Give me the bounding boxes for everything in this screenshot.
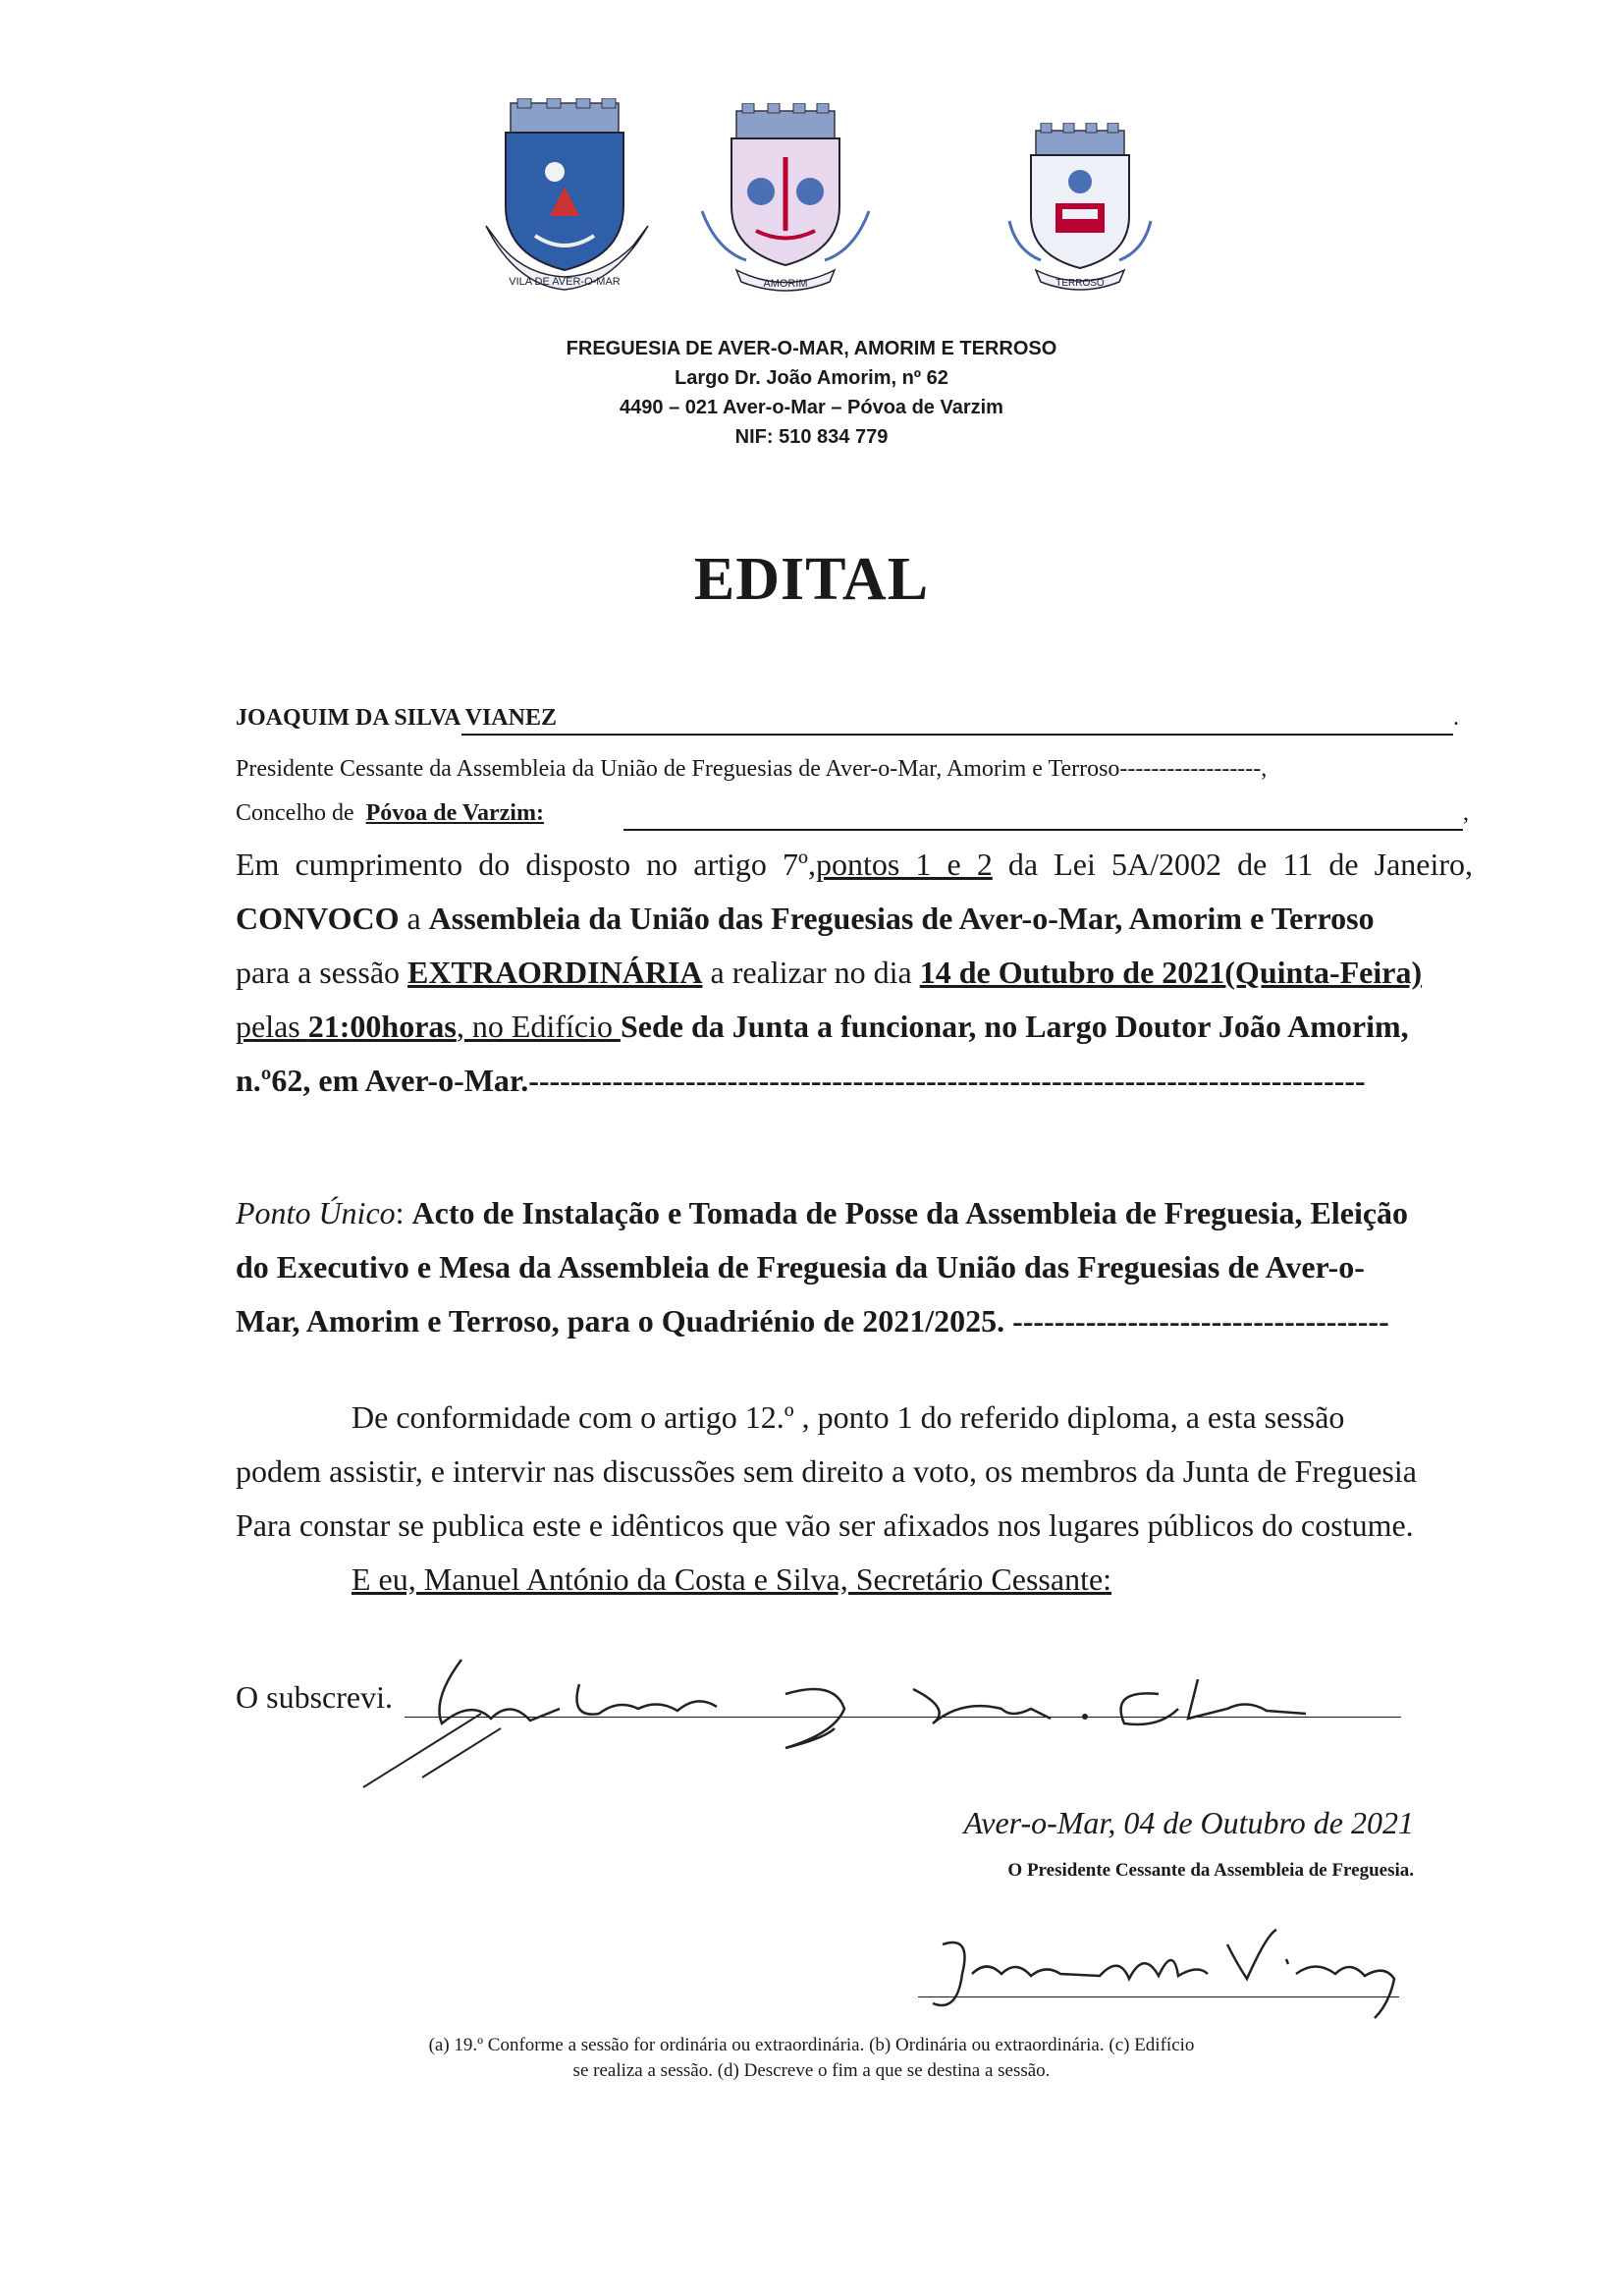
text-fragment: 14 de Outubro de 2021(Quinta-Feira) — [919, 955, 1423, 990]
place-date: Aver-o-Mar, 04 de Outubro de 2021 — [963, 1805, 1414, 1840]
fill-rule — [461, 734, 1453, 736]
crest-aver-o-mar-emblem — [476, 98, 663, 304]
document-title: EDITAL — [693, 546, 930, 613]
paragraph1-line2 — [236, 901, 1473, 937]
role-line: Presidente Cessante da Assembleia da União de Freguesias de Aver-o-Mar, Amorim e Terroso------------------, — [236, 756, 1268, 782]
crest-terroso-emblem — [1001, 123, 1159, 295]
text-fragment: pelas — [236, 1009, 308, 1044]
paragraph2-line1: De conformidade com o artigo 12.º , ponto 1 do referido diploma, a esta sessão — [352, 1399, 1345, 1435]
concelho-line — [236, 800, 1473, 827]
text-fragment: 21:00horas — [307, 1009, 457, 1044]
footnote-line1: (a) 19.º Conforme a sessão for ordinária ou extraordinária. (b) Ordinária ou extraordinária. (c) Edifício — [428, 2035, 1195, 2055]
text-fragment: ,pontos 1 e 2 — [807, 847, 993, 882]
text-fragment: Sede da Junta a funcionar, no Largo Doutor João Amorim, — [620, 1009, 1409, 1044]
paragraph2-line4: E eu, Manuel António da Costa e Silva, Secretário Cessante: — [352, 1561, 1112, 1597]
crest-amorim-emblem — [697, 103, 874, 300]
parish-postal: 4490 – 021 Aver-o-Mar – Póvoa de Varzim — [620, 397, 1003, 418]
concelho-label: Concelho de — [236, 800, 354, 826]
footnote — [0, 2033, 1623, 2084]
parish-name: FREGUESIA DE AVER-O-MAR, AMORIM E TERROSO — [566, 338, 1057, 359]
text-fragment: da Lei 5A/2002 de 11 de Janeiro, — [992, 847, 1474, 882]
crest-3-banner: TERROSO — [1055, 278, 1105, 289]
text-fragment: Em cumprimento do disposto no artigo 7º — [236, 847, 808, 882]
paragraph1-line3 — [236, 955, 1473, 991]
secretary-signature — [324, 1640, 1404, 1807]
ponto-line2: do Executivo e Mesa da Assembleia de Freguesia da União das Freguesias de Aver-o- — [236, 1249, 1365, 1285]
parish-header — [0, 334, 1623, 452]
paragraph2-line3: Para constar se publica este e idênticos que vão ser afixados nos lugares públicos do costume. — [236, 1507, 1414, 1543]
parish-address: Largo Dr. João Amorim, nº 62 — [675, 367, 948, 389]
ponto-line1 — [236, 1195, 1473, 1231]
paragraph1-line5: n.º62, em Aver-o-Mar.-------------------------------------------------------------------------------- — [236, 1063, 1366, 1098]
fill-rule — [623, 829, 1463, 831]
parish-nif: NIF: 510 834 779 — [734, 426, 889, 448]
text-fragment: para a sessão — [236, 955, 408, 990]
subscrevi-label: O subscrevi. — [236, 1679, 393, 1715]
ponto-line3: Mar, Amorim e Terroso, para o Quadriénio de 2021/2025. ------------------------------------ — [236, 1303, 1389, 1339]
president-name: JOAQUIM DA SILVA VIANEZ — [236, 705, 557, 731]
text-fragment: a realizar no dia — [702, 955, 920, 990]
text-fragment: Acto de Instalação e Tomada de Posse da Assembleia de Freguesia, Eleição — [411, 1195, 1409, 1230]
ponto-label: Ponto Único — [236, 1195, 396, 1230]
text-fragment: Assembleia da União das Freguesias de Aver-o-Mar, Amorim e Terroso — [428, 901, 1375, 936]
president-signature — [903, 1905, 1414, 2033]
president-signature-line — [918, 1996, 1399, 1997]
concelho-end: , — [1463, 800, 1469, 826]
signatory-role: O Presidente Cessante da Assembleia de Freguesia. — [1007, 1860, 1414, 1881]
president-name-end: . — [1453, 705, 1459, 731]
paragraph1-line4 — [236, 1009, 1473, 1045]
text-fragment: EXTRAORDINÁRIA — [407, 955, 703, 990]
paragraph1-line1 — [236, 847, 1473, 883]
concelho-value: Póvoa de Varzim: — [365, 800, 544, 826]
text-fragment: a — [399, 901, 429, 936]
president-name-line — [236, 705, 1473, 732]
paragraph2-line2: podem assistir, e intervir nas discussões sem direito a voto, os membros da Junta de Freguesia — [236, 1453, 1417, 1489]
text-fragment: , no Edifício — [456, 1009, 621, 1044]
footnote-line2: se realiza a sessão. (d) Descreve o fim a que se destina a sessão. — [572, 2060, 1051, 2081]
text-fragment: CONVOCO — [236, 901, 400, 936]
text-fragment: : — [395, 1195, 412, 1230]
crest-2-banner: AMORIM — [763, 278, 808, 290]
crest-1-banner: VILA DE AVER-O-MAR — [509, 276, 621, 288]
